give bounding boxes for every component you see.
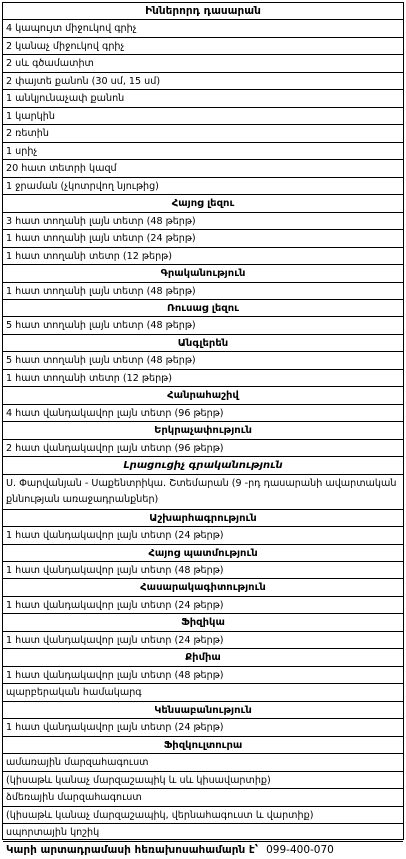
- list-item: Ս. Փարվանյան - Սաքենտրիկա. Շտեմարան (9 -րդ դասարանի ավարտական քննության առաջադրանքներ): [3, 475, 403, 510]
- list-item: 1 հատ տողանի լայն տետր (48 թերթ): [3, 283, 403, 300]
- section-heading: Հայոց լեզու: [3, 195, 403, 212]
- list-item: 1 հատ վանդակավոր լայն տետր (24 թերթ): [3, 527, 403, 544]
- section-heading: Գրականություն: [3, 265, 403, 282]
- section-heading: Աշխարհագրություն: [3, 510, 403, 527]
- section-heading: Քիմիա: [3, 649, 403, 666]
- section-heading: Հայոց պատմություն: [3, 545, 403, 562]
- list-item: 5 հատ տողանի լայն տետր (48 թերթ): [3, 317, 403, 334]
- section-heading: Անգլերեն: [3, 335, 403, 352]
- supply-list-table: [2, 2, 404, 856]
- list-item: սպորտային կոշիկ: [3, 824, 403, 841]
- section-heading: Ռուսաց լեզու: [3, 300, 403, 317]
- list-item: 2 կանաչ միջուկով գրիչ: [3, 38, 403, 55]
- list-item: 2 սև գծամատիտ: [3, 55, 403, 72]
- phone-number: 099-400-070: [266, 843, 334, 856]
- list-item: 1 հատ տողանի տետր (12 թերթ): [3, 248, 403, 265]
- section-heading: Հանրահաշիվ: [3, 387, 403, 404]
- list-item: 2 փայտե քանոն (30 սմ, 15 սմ): [3, 73, 403, 90]
- list-item: 1 կարկին: [3, 108, 403, 125]
- section-heading: Ֆիզկուլտուրա: [3, 737, 403, 754]
- list-item: 1 սրիչ: [3, 143, 403, 160]
- list-item: (կիսաթև կանաչ մարզաշապիկ, վերնահագուստ և վարտիք): [3, 807, 403, 824]
- list-item: ամառային մարզահագուստ: [3, 754, 403, 771]
- list-item: 20 հատ տետրի կազմ: [3, 160, 403, 177]
- list-item: 5 հատ տողանի լայն տետր (48 թերթ): [3, 352, 403, 369]
- section-heading: Հասարակագիտություն: [3, 579, 403, 596]
- list-item: ձմեռային մարզահագուստ: [3, 789, 403, 806]
- list-item: 2 հատ վանդակավոր լայն տետր (96 թերթ): [3, 440, 403, 457]
- section-heading: Լրացուցիչ գրականություն: [3, 457, 403, 474]
- list-item: 1 հատ վանդակավոր լայն տետր (24 թերթ): [3, 597, 403, 614]
- list-item: 1 հատ վանդակավոր լայն տետր (48 թերթ): [3, 562, 403, 579]
- list-item: 1 հատ տողանի լայն տետր (24 թերթ): [3, 230, 403, 247]
- page-title: Իններորդ դասարան: [3, 3, 403, 20]
- list-item: 3 հատ տողանի լայն տետր (48 թերթ): [3, 213, 403, 230]
- footer-contact: [3, 842, 403, 859]
- list-item: 1 հատ տողանի տետր (12 թերթ): [3, 370, 403, 387]
- section-heading: Երկրաչափություն: [3, 422, 403, 439]
- list-item: 4 հատ վանդակավոր լայն տետր (96 թերթ): [3, 405, 403, 422]
- section-heading: Կենսաբանություն: [3, 702, 403, 719]
- list-item: 1 հատ վանդակավոր լայն տետր (24 թերթ): [3, 632, 403, 649]
- list-item: 1 հատ վանդակավոր լայն տետր (24 թերթ): [3, 719, 403, 736]
- list-item: 1 հատ վանդակավոր լայն տետր (48 թերթ): [3, 667, 403, 684]
- footer-label: Կարի արտադրամասի հեռախոսահամարն է՝: [6, 843, 259, 856]
- list-item: պարբերական համակարգ: [3, 684, 403, 701]
- section-heading: Ֆիզիկա: [3, 614, 403, 631]
- list-item: 1 ջրաման (չկոտրվող նյութից): [3, 178, 403, 195]
- list-item: 4 կապույտ միջուկով գրիչ: [3, 20, 403, 37]
- list-item: 2 ռետին: [3, 125, 403, 142]
- list-item: (կիսաթև կանաչ մարզաշապիկ և սև կիսավարտիք): [3, 772, 403, 789]
- list-item: 1 անկյունաչափ քանոն: [3, 90, 403, 107]
